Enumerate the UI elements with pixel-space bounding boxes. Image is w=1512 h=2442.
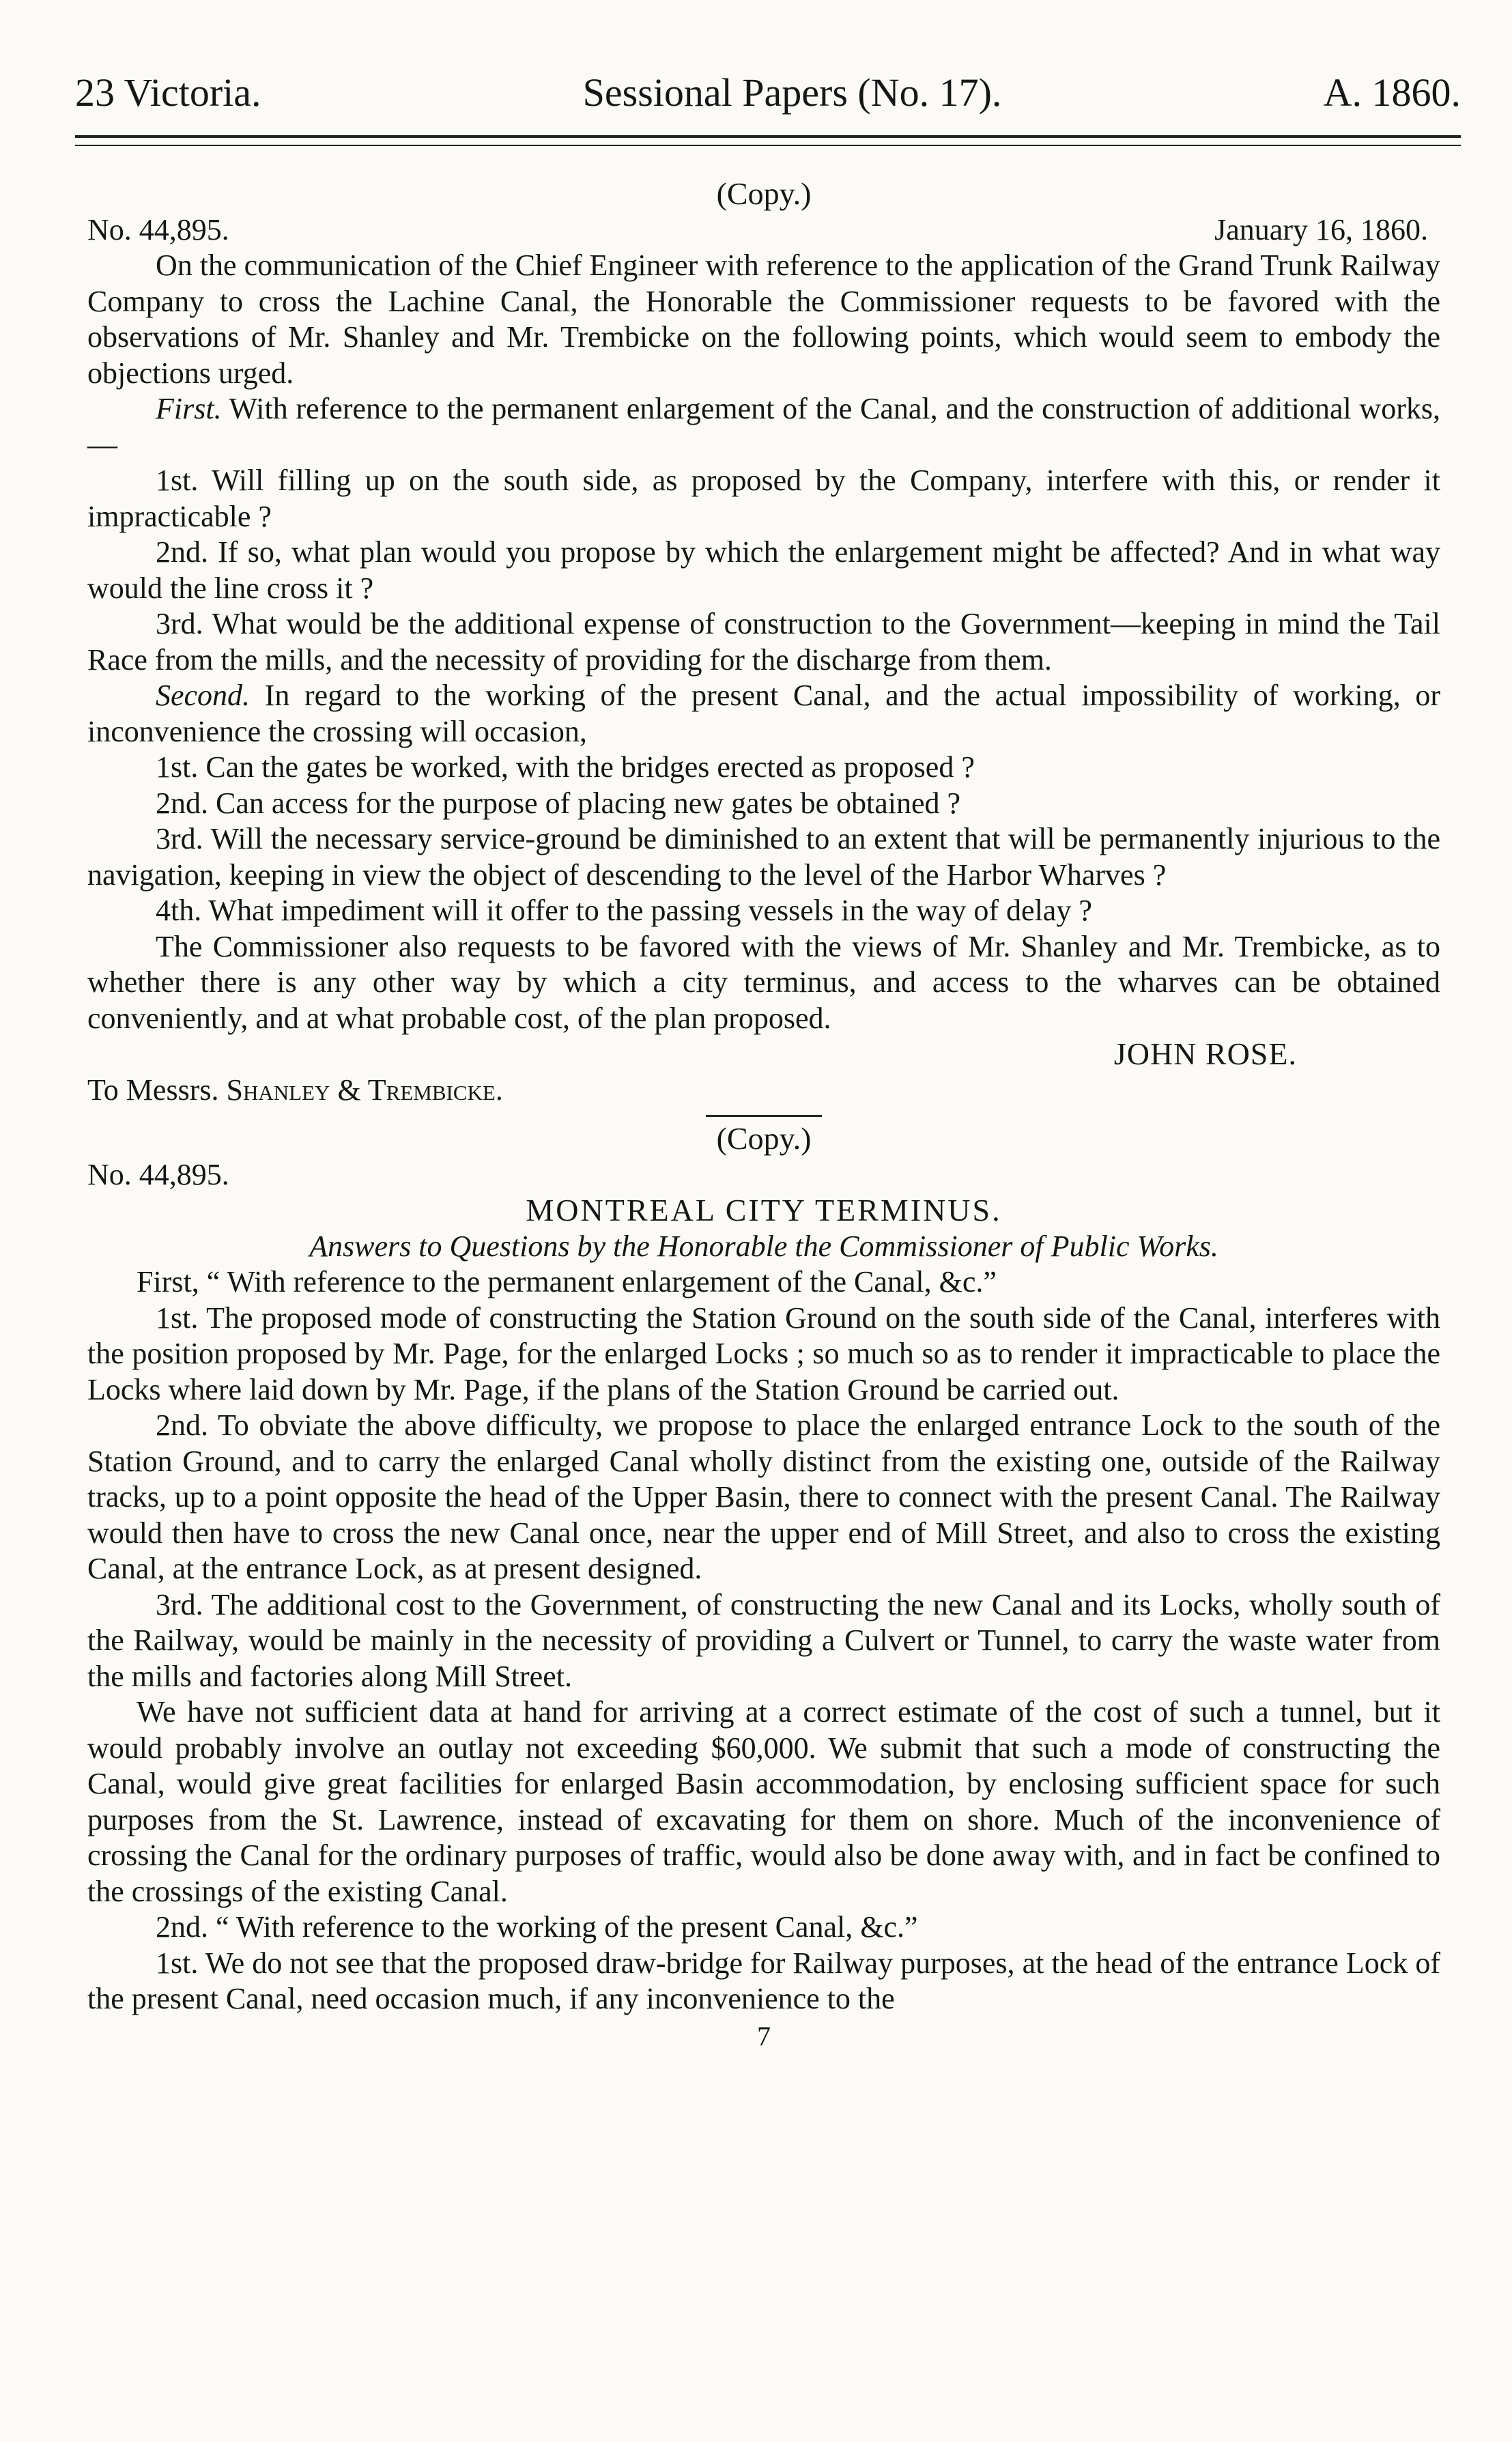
answer-second-1: 1st. We do not see that the proposed draw-bridge for Railway purposes, at the head of the entrance Lock of the present Canal, need occasion much, if any inconvenience to the <box>87 1946 1440 2015</box>
question-second-4: 4th. What impediment will it offer to the passing vessels in the way of delay ? <box>156 894 1092 927</box>
letter-number: No. 44,895. <box>87 212 229 246</box>
addressee-names: Shanley & Trembicke. <box>226 1073 503 1107</box>
question-second-3: 3rd. Will the necessary service-ground be diminished to an extent that will be permanently injurious to the navigation, keeping in view the object of descending to the level of the Harbor Wharves ? <box>87 822 1440 892</box>
closing-paragraph: The Commissioner also requests to be favored with the views of Mr. Shanley and Mr. Trembicke, as to whether there is any other way by which a city terminus, and access to the wharves can be obtained conveniently, and at what probable cost, of the plan proposed. <box>87 929 1440 1035</box>
copy-label: (Copy.) <box>716 176 812 211</box>
addressee-prefix: To Messrs. <box>87 1073 227 1107</box>
signature: JOHN ROSE. <box>1113 1036 1297 1071</box>
answer-first-3: 3rd. The additional cost to the Government, of constructing the new Canal and its Locks, wholly south of the Railway, would be mainly in the necessity of providing a Culvert or Tunnel, to carry the waste water from the mills and factories along Mill Street. <box>87 1587 1440 1693</box>
intro-paragraph: On the communication of the Chief Engineer with reference to the application of the Grand Trunk Railway Company to cross the Lachine Canal, the Honorable the Commissioner requests to be favored with the observations of Mr. Shanley and Mr. Trembicke on the following points, which would seem to embody the objections urged. <box>87 249 1440 390</box>
letter-meta <box>87 212 1440 249</box>
section-divider <box>706 1115 822 1117</box>
question-first-3: 3rd. What would be the additional expense of construction to the Government—keeping in mind the Tail Race from the mills, and the necessity of providing for the discharge from them. <box>87 607 1440 677</box>
question-second-2: 2nd. Can access for the purpose of placing new gates be obtained ? <box>156 786 961 820</box>
question-second-1: 1st. Can the gates be worked, with the bridges erected as proposed ? <box>156 750 975 784</box>
second-heading-paragraph <box>87 678 1440 750</box>
answer-first-heading: First, “ With reference to the permanent enlargement of the Canal, &c.” <box>137 1265 997 1298</box>
header-center: Sessional Papers (No. 17). <box>582 70 1002 115</box>
running-header <box>75 65 1461 119</box>
addressee <box>87 1073 1440 1109</box>
section-subtitle: Answers to Questions by the Honorable the Commissioner of Public Works. <box>309 1229 1218 1263</box>
first-heading-paragraph <box>87 391 1440 463</box>
first-label: First. <box>156 392 222 425</box>
page-number: 7 <box>757 2020 771 2051</box>
letter-number-2: No. 44,895. <box>87 1157 229 1191</box>
second-label: Second. <box>156 679 251 712</box>
question-first-1: 1st. Will filling up on the south side, as proposed by the Company, interfere with this, or render it impracticable ? <box>87 464 1440 533</box>
answer-second-heading: 2nd. “ With reference to the working of the present Canal, &c.” <box>156 1910 918 1944</box>
copy-label-2: (Copy.) <box>716 1121 812 1156</box>
header-left: 23 Victoria. <box>75 70 261 115</box>
second-text: In regard to the working of the present Canal, and the actual impossibility of working, or inconvenience the crossing will occasion, <box>87 679 1440 748</box>
document-body <box>87 176 1440 2054</box>
section-title: MONTREAL CITY TERMINUS. <box>526 1193 1002 1227</box>
header-rule-thin <box>75 145 1461 146</box>
answer-first-1: 1st. The proposed mode of constructing the Station Ground on the south side of the Canal, interferes with the position proposed by Mr. Page, for the enlarged Locks ; so much so as to render it impracticable to place the Locks where laid down by Mr. Page, if the plans of the Station Ground be carried out. <box>87 1301 1440 1406</box>
letter-date: January 16, 1860. <box>1214 212 1428 246</box>
header-rule-thick <box>75 135 1461 138</box>
first-text: With reference to the permanent enlargement of the Canal, and the construction of additional works,— <box>87 392 1440 462</box>
answer-first-4: We have not sufficient data at hand for arriving at a correct estimate of the cost of such a tunnel, but it would probably involve an outlay not exceeding $60,000. We submit that such a mode of constructing the Canal, would give great facilities for enlarged Basin accommodation, by enclosing sufficient space for such purposes from the St. Lawrence, instead of excavating for them on shore. Much of the inconvenience of crossing the Canal for the ordinary purposes of traffic, would also be done away with, and in fact be confined to the crossings of the existing Canal. <box>87 1695 1440 1908</box>
question-first-2: 2nd. If so, what plan would you propose by which the enlargement might be affected? And in what way would the line cross it ? <box>87 535 1440 605</box>
answer-first-2: 2nd. To obviate the above difficulty, we propose to place the enlarged entrance Lock to the south of the Station Ground, and to carry the enlarged Canal wholly distinct from the existing one, outside of the Railway tracks, up to a point opposite the head of the Upper Basin, there to connect with the present Canal. The Railway would then have to cross the new Canal once, near the upper end of Mill Street, and also to cross the existing Canal, at the entrance Lock, as at present designed. <box>87 1408 1440 1585</box>
header-right: A. 1860. <box>1323 70 1461 115</box>
